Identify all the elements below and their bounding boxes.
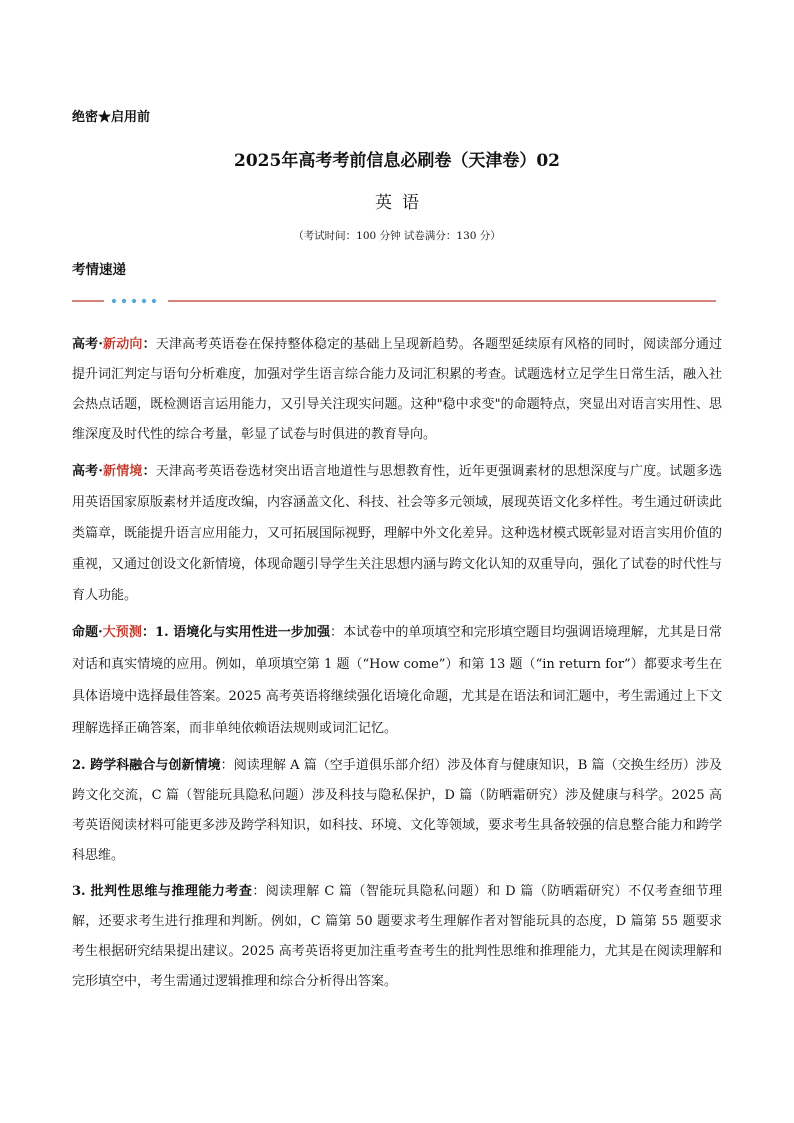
- item-title: 3. 批判性思维与推理能力考查: [72, 884, 253, 899]
- paragraph-prediction-3: [72, 877, 722, 997]
- label-accent: 新情境: [102, 464, 143, 479]
- paragraph-text: 天津高考英语卷在保持整体稳定的基础上呈现新趋势。各题型延续原有风格的同时，阅读部分通过提升词汇判定与语句分析难度，加强对学生语言综合能力及词汇积累的考查。试题选材立足学生日常生活，融入社会热点话题，既检测语言运用能力，又引导关注现实问题。这种"稳中求变"的命题特点，突显出对语言实用性、思维深度及时代性的综合考量，彰显了试卷与时俱进的教育导向。: [72, 337, 723, 442]
- divider-dot: [142, 299, 146, 303]
- paragraph-text: 天津高考英语卷选材突出语言地道性与思想教育性，近年更强调素材的思想深度与广度。试题多选用英语国家原版素材并适度改编，内容涵盖文化、科技、社会等多元领域，展现英语文化多样性。考生通过研读此类篇章，既能提升语言应用能力，又可拓展国际视野，理解中外文化差异。这种选材模式既彰显对语言实用价值的重视，又通过创设文化新情境，体现命题引导学生关注思想内涵与跨文化认知的双重导向，强化了试卷的时代性与育人功能。: [72, 464, 723, 603]
- item-title: 1. 语境化与实用性进一步加强: [155, 625, 331, 640]
- divider-dot: [132, 299, 136, 303]
- paragraph-new-trend: [72, 330, 722, 450]
- label-prefix: 命题·: [72, 625, 103, 640]
- divider-dot: [122, 299, 126, 303]
- paragraph-text: ：本试卷中的单项填空和完形填空题目均强调语境理解，尤其是日常对话和真实情境的应用。例如，单项填空第 1 题（“How come”）和第 13 题（“in return for”）都要求考生在具体语境中选择最佳答案。2025 高考英语将继续强化语境化命题，尤其是在语法和词汇题中，考生需通过上下文理解选择正确答案，而非单纯依赖语法规则或词汇记忆。: [72, 625, 722, 736]
- paragraph-new-context: [72, 456, 722, 611]
- confidential-label: 绝密★启用前: [72, 110, 151, 125]
- paragraph-prediction-1: [72, 617, 722, 745]
- label-prefix: 高考·: [72, 337, 103, 352]
- item-title: 2. 跨学科融合与创新情境: [72, 758, 221, 773]
- decorative-divider: [72, 291, 716, 311]
- paragraph-text: ：阅读理解 A 篇（空手道俱乐部介绍）涉及体育与健康知识，B 篇（交换生经历）涉及跨文化交流，C 篇（智能玩具隐私问题）涉及科技与隐私保护，D 篇（防晒霜研究）涉及健康与科学。2025 高考英语阅读材料可能更多涉及跨学科知识，如科技、环境、文化等领域，要求考生具备较强的信息整合能力和跨学科思维。: [72, 758, 723, 863]
- exam-info: （考试时间：100 分钟 试卷满分：130 分）: [293, 230, 501, 242]
- paragraph-prediction-2: [72, 751, 722, 871]
- section-heading: 考情速递: [72, 262, 126, 278]
- divider-dot: [152, 299, 156, 303]
- label-suffix: ：: [141, 625, 156, 640]
- divider-dot: [112, 299, 116, 303]
- exam-title: 2025年高考考前信息必刷卷（天津卷）02: [234, 151, 560, 171]
- label-prefix: 高考·: [72, 464, 103, 479]
- label-accent: 新动向: [102, 337, 143, 352]
- subject-title: 英语: [375, 193, 429, 213]
- content-area: [72, 330, 722, 1003]
- label-suffix: ：: [142, 464, 156, 479]
- paragraph-text: ：阅读理解 C 篇（智能玩具隐私问题）和 D 篇（防晒霜研究）不仅考查细节理解，还要求考生进行推理和判断。例如，C 篇第 50 题要求考生理解作者对智能玩具的态度，D 篇第 55 题要求考生根据研究结果提出建议。2025 高考英语将更加注重考查考生的批判性思维和推理能力，尤其是在阅读理解和完形填空中，考生需通过逻辑推理和综合分析得出答案。: [72, 884, 722, 989]
- label-accent: 大预测: [102, 625, 142, 640]
- label-suffix: ：: [142, 337, 156, 352]
